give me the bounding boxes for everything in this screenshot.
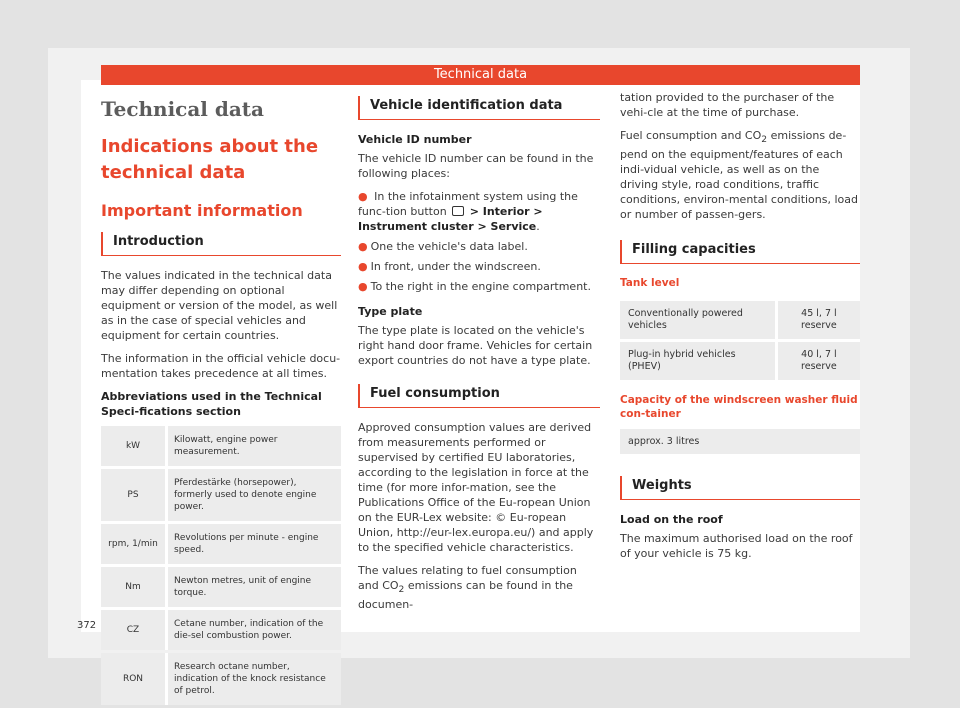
table-row <box>101 524 341 564</box>
list-item <box>358 259 600 274</box>
roof-load-text: The maximum authorised load on the roof of your vehicle is 75 kg. <box>620 532 853 561</box>
intro-paragraph-1: The values indicated in the technical data may differ depending on optional equipment or version of the model, as well as in the case of special vehicles and equipment for certain countries. <box>101 269 338 342</box>
subtitle-important-information: Important information <box>101 201 303 220</box>
washer-capacity-value: approx. 3 litres <box>620 429 860 454</box>
column-2 <box>358 96 600 620</box>
table-row <box>620 301 860 339</box>
tank-value: 45 l, 7 l reserve <box>775 301 860 339</box>
tank-label: Plug-in hybrid vehicles (PHEV) <box>620 342 775 380</box>
text: The values relating to fuel consumption and CO <box>358 564 577 592</box>
tank-level-title: Tank level <box>620 277 680 290</box>
bullet-end: . <box>536 220 540 233</box>
abbreviation-key: CZ <box>101 610 168 650</box>
continued-paragraph: tation provided to the purchaser of the vehi-cle at the time of purchase. <box>620 91 835 119</box>
bullet-icon: ● <box>358 190 368 203</box>
text: Fuel consumption and CO <box>620 129 762 142</box>
tank-label: Conventionally powered vehicles <box>620 301 775 339</box>
table-row <box>620 342 860 380</box>
page-title: Technical data <box>101 97 265 121</box>
bullet-text: One the vehicle's data label. <box>370 240 528 253</box>
page-header: Technical data <box>101 65 860 85</box>
section-filling-capacities: Filling capacities <box>620 240 860 264</box>
list-item <box>358 279 600 294</box>
abbreviation-key: rpm, 1/min <box>101 524 168 564</box>
intro-paragraph-2: The information in the official vehicle docu-mentation takes precedence at all times. <box>101 352 341 380</box>
co2-paragraph <box>620 128 860 222</box>
abbreviation-description: Revolutions per minute - engine speed. <box>168 524 341 564</box>
table-row <box>101 426 341 466</box>
abbreviation-description: Newton metres, unit of engine torque. <box>168 567 341 607</box>
table-row <box>101 469 341 521</box>
section-weights: Weights <box>620 476 860 500</box>
bullet-icon: ● <box>358 260 368 273</box>
infotainment-icon <box>452 206 464 216</box>
vehicle-id-title: Vehicle ID number <box>358 133 472 146</box>
type-plate-title: Type plate <box>358 305 423 318</box>
table-row <box>101 610 341 650</box>
subscript: 2 <box>398 584 405 596</box>
fuel-paragraph-1: Approved consumption values are derived from measurements performed or supervised by certified EU laboratories, according to the legislation in force at the time (for more infor-mation, see the Publications Office of the Eu-ropean Union on the EUR-Lex website: © Eu-ropean Union, http://eur-lex.europa.eu/) and apply to the specified vehicle characteristics. <box>358 421 594 554</box>
abbreviation-description: Kilowatt, engine power measurement. <box>168 426 341 466</box>
list-item <box>358 189 600 234</box>
list-item <box>358 239 600 254</box>
abbreviation-description: Pferdestärke (horsepower), formerly used to denote engine power. <box>168 469 341 521</box>
subtitle-indications: Indications about the technical data <box>101 136 319 183</box>
abbreviation-description: Cetane number, indication of the die-sel combustion power. <box>168 610 341 650</box>
section-fuel-consumption: Fuel consumption <box>358 384 600 408</box>
page-number: 372 <box>77 620 97 631</box>
text: emissions can be found in the documen- <box>358 579 573 612</box>
table-row <box>101 653 341 705</box>
washer-capacity-title: Capacity of the windscreen washer fluid con-tainer <box>620 394 858 421</box>
bullet-icon: ● <box>358 240 368 253</box>
abbreviation-description: Research octane number, indication of the knock resistance of petrol. <box>168 653 341 705</box>
abbreviations-table <box>101 423 341 708</box>
tank-value: 40 l, 7 l reserve <box>775 342 860 380</box>
table-row <box>101 567 341 607</box>
section-vehicle-identification: Vehicle identification data <box>358 96 600 120</box>
column-3 <box>620 90 860 569</box>
abbreviation-key: Nm <box>101 567 168 607</box>
subscript: 2 <box>761 134 768 146</box>
column-1 <box>101 96 341 708</box>
bullet-icon: ● <box>358 280 368 293</box>
abbreviation-key: kW <box>101 426 168 466</box>
bullet-text: In the infotainment system using the func-tion button <box>358 190 578 218</box>
menu-path: > Interior > Instrument cluster > Service <box>358 205 543 233</box>
vehicle-id-text: The vehicle ID number can be found in the following places: <box>358 152 594 180</box>
section-introduction: Introduction <box>101 232 341 256</box>
bullet-text: In front, under the windscreen. <box>370 260 541 273</box>
abbreviation-key: PS <box>101 469 168 521</box>
bullet-text: To the right in the engine compartment. <box>370 280 591 293</box>
tank-level-table <box>620 298 860 383</box>
abbreviation-key: RON <box>101 653 168 705</box>
roof-load-title: Load on the roof <box>620 513 723 527</box>
abbreviations-title: Abbreviations used in the Technical Speci-fications section <box>101 390 322 418</box>
text: emissions de-pend on the equipment/features of each indi-vidual vehicle, as well as on the driving style, road conditions, traffic conditions, environ-mental conditions, load or number of passen-gers. <box>620 129 858 222</box>
type-plate-text: The type plate is located on the vehicle's right hand door frame. Vehicles for certain export countries do not have a type plate. <box>358 324 593 367</box>
fuel-paragraph-2 <box>358 563 600 612</box>
